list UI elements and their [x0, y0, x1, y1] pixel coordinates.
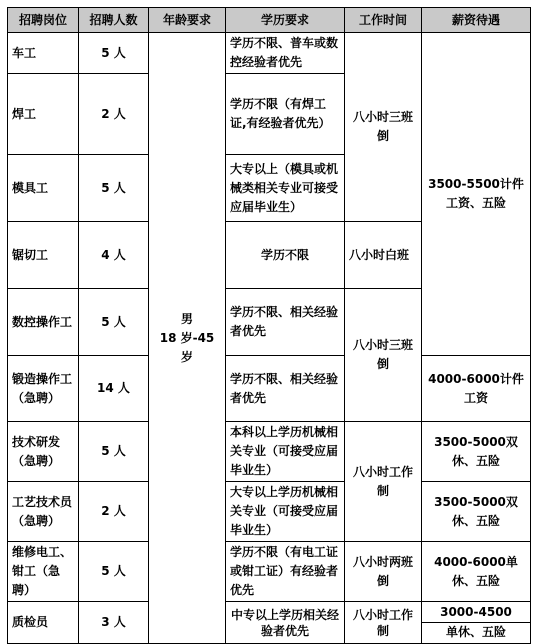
table-row — [8, 482, 531, 542]
table-row — [8, 356, 531, 422]
count-cell: 5 人 — [79, 422, 149, 482]
education-cell: 学历不限（有焊工证,有经验者优先） — [226, 74, 345, 155]
age-range-text: 18 岁-45 岁 — [159, 330, 215, 364]
table-row — [8, 542, 531, 602]
education-cell: 本科以上学历机械相关专业（可接受应届毕业生） — [226, 422, 345, 482]
hours-cell: 八小时工作制 — [345, 422, 422, 542]
header-count: 招聘人数 — [79, 8, 149, 33]
salary-cell — [422, 602, 531, 644]
count-cell: 2 人 — [79, 74, 149, 155]
salary-cell: 3500-5000双休、五险 — [422, 482, 531, 542]
count-cell: 3 人 — [79, 602, 149, 644]
hours-cell: 八小时两班倒 — [345, 542, 422, 602]
salary-cell: 3500-5500计件工资、五险 — [422, 33, 531, 356]
recruitment-table — [7, 7, 531, 644]
position-cell: 模具工 — [8, 155, 79, 222]
count-cell: 5 人 — [79, 289, 149, 356]
salary-range-text: 3000-4500 — [422, 603, 530, 623]
salary-benefit-text: 单休、五险 — [445, 625, 506, 639]
hours-cell: 八小时三班倒 — [345, 289, 422, 422]
count-cell: 5 人 — [79, 155, 149, 222]
header-row — [8, 8, 531, 33]
position-cell: 工艺技术员（急聘） — [8, 482, 79, 542]
header-hours: 工作时间 — [345, 8, 422, 33]
position-cell: 技术研发（急聘） — [8, 422, 79, 482]
count-cell: 14 人 — [79, 356, 149, 422]
count-cell: 5 人 — [79, 33, 149, 74]
table-row — [8, 602, 531, 644]
education-cell: 学历不限、普车或数控经验者优先 — [226, 33, 345, 74]
header-age: 年龄要求 — [149, 8, 226, 33]
header-salary: 薪资待遇 — [422, 8, 531, 33]
table-row — [8, 33, 531, 74]
count-cell: 5 人 — [79, 542, 149, 602]
hours-cell: 八小时白班 — [345, 222, 422, 289]
education-cell: 大专以上（模具或机械类相关专业可接受应届毕业生） — [226, 155, 345, 222]
salary-cell: 3500-5000双休、五险 — [422, 422, 531, 482]
position-cell: 焊工 — [8, 74, 79, 155]
education-cell: 中专以上学历相关经验者优先 — [226, 602, 345, 644]
education-cell: 学历不限、相关经验者优先 — [226, 356, 345, 422]
count-cell: 2 人 — [79, 482, 149, 542]
header-position: 招聘岗位 — [8, 8, 79, 33]
position-cell: 维修电工、钳工（急聘） — [8, 542, 79, 602]
position-cell: 数控操作工 — [8, 289, 79, 356]
position-cell: 车工 — [8, 33, 79, 74]
gender-text: 男 — [180, 311, 193, 326]
header-education: 学历要求 — [226, 8, 345, 33]
age-requirement-cell — [149, 33, 226, 644]
position-cell: 锻造操作工（急聘） — [8, 356, 79, 422]
table-row — [8, 422, 531, 482]
hours-cell: 八小时三班倒 — [345, 33, 422, 222]
education-cell: 学历不限、相关经验者优先 — [226, 289, 345, 356]
education-cell: 学历不限 — [226, 222, 345, 289]
count-cell: 4 人 — [79, 222, 149, 289]
education-cell: 大专以上学历机械相关专业（可接受应届毕业生） — [226, 482, 345, 542]
salary-cell: 4000-6000单休、五险 — [422, 542, 531, 602]
education-cell: 学历不限（有电工证或钳工证）有经验者优先 — [226, 542, 345, 602]
position-cell: 质检员 — [8, 602, 79, 644]
position-cell: 锯切工 — [8, 222, 79, 289]
hours-cell: 八小时工作制 — [345, 602, 422, 644]
salary-cell: 4000-6000计件工资 — [422, 356, 531, 422]
